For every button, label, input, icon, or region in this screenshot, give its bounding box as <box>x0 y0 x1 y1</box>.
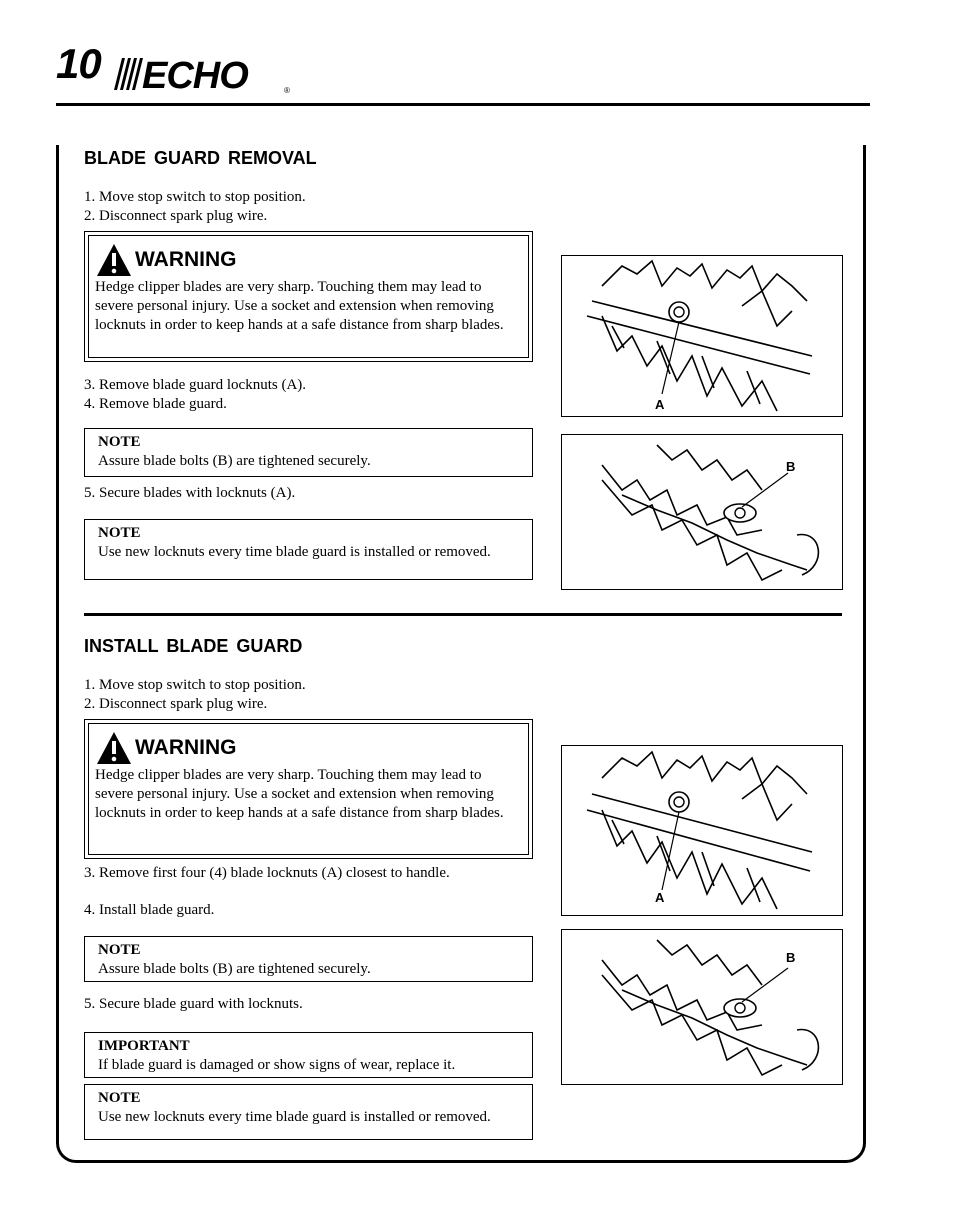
echo-logo <box>110 50 300 99</box>
step-3: 3. Remove blade guard locknuts (A). <box>84 377 307 393</box>
step-5: 5. Secure blade guard with locknuts. <box>84 996 303 1012</box>
note-title: NOTE <box>98 1090 141 1106</box>
note-title: NOTE <box>98 525 141 541</box>
important-text: If blade guard is damaged or show signs of wear, replace it. <box>98 1057 456 1073</box>
brand-text: ECHO <box>142 55 248 94</box>
figure-label-a: A <box>655 397 665 412</box>
note-box <box>84 1084 533 1140</box>
step-3: 3. Remove first four (4) blade locknuts (A) closest to handle. <box>84 865 450 881</box>
warning-icon <box>95 242 133 280</box>
step-2: 2. Disconnect spark plug wire. <box>84 696 268 712</box>
important-box <box>84 1032 533 1078</box>
warning-label: WARNING <box>135 736 237 759</box>
figure-label-b: B <box>786 950 796 965</box>
important-title: IMPORTANT <box>98 1038 190 1054</box>
warning-text: Hedge clipper blades are very sharp. Touching them may lead to severe personal injury. Use a socket and extension when removing locknuts in order to keep hands at a safe distance from sharp blades. <box>95 279 504 333</box>
step-4: 4. Remove blade guard. <box>84 396 227 412</box>
step-2: 2. Disconnect spark plug wire. <box>84 208 268 224</box>
registered-mark: ® <box>284 86 290 94</box>
header-rule <box>56 103 870 106</box>
section-title-install: INSTALL BLADE GUARD <box>84 636 303 656</box>
step-5: 5. Secure blades with locknuts (A). <box>84 485 296 501</box>
figure-label-b: B <box>786 459 796 474</box>
warning-text: Hedge clipper blades are very sharp. Touching them may lead to severe personal injury. Use a socket and extension when removing locknuts in order to keep hands at a safe distance from sharp blades. <box>95 767 504 821</box>
note-box <box>84 428 533 477</box>
step-1: 1. Move stop switch to stop position. <box>84 677 306 693</box>
step-1: 1. Move stop switch to stop position. <box>84 189 306 205</box>
page-number: 10 <box>56 40 101 87</box>
warning-box <box>84 231 533 362</box>
section-title-removal: BLADE GUARD REMOVAL <box>84 148 317 168</box>
note-text: Assure blade bolts (B) are tightened securely. <box>98 453 371 469</box>
note-text: Use new locknuts every time blade guard is installed or removed. <box>98 1109 491 1125</box>
note-text: Assure blade bolts (B) are tightened securely. <box>98 961 371 977</box>
step-4: 4. Install blade guard. <box>84 902 215 918</box>
warning-box <box>84 719 533 859</box>
note-title: NOTE <box>98 434 141 450</box>
figure-label-a: A <box>655 890 665 905</box>
figure-blade-locknut <box>561 745 843 916</box>
warning-icon <box>95 730 133 768</box>
figure-blade-bolt <box>561 929 843 1085</box>
warning-label: WARNING <box>135 248 237 271</box>
note-box <box>84 519 533 580</box>
note-text: Use new locknuts every time blade guard is installed or removed. <box>98 544 491 560</box>
section-divider <box>84 613 842 616</box>
figure-blade-bolt <box>561 434 843 590</box>
note-title: NOTE <box>98 942 141 958</box>
figure-blade-locknut <box>561 255 843 417</box>
note-box <box>84 936 533 982</box>
